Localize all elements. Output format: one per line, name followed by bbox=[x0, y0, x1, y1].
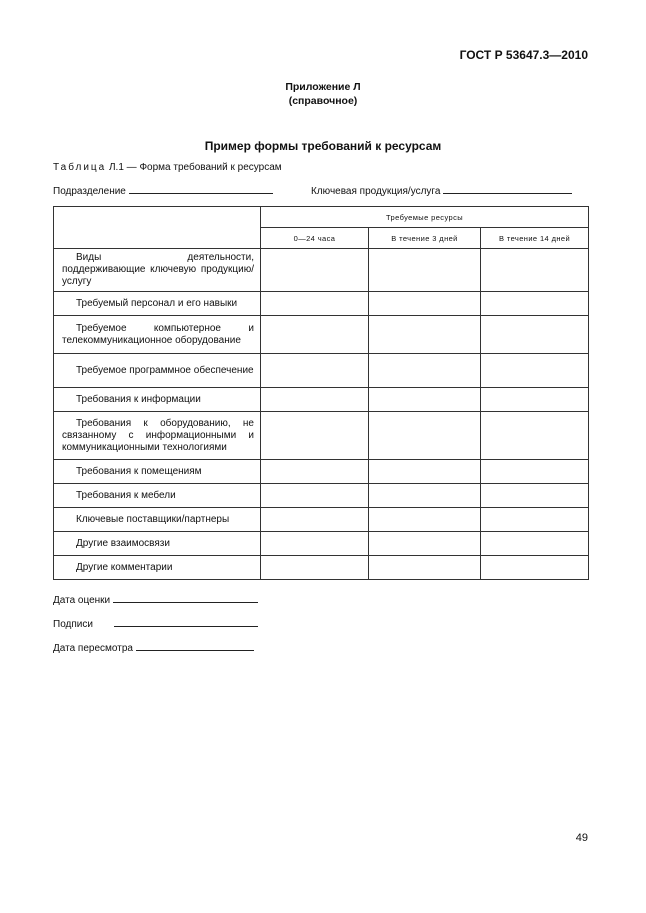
annex-subtitle: (справочное) bbox=[288, 95, 358, 107]
cell[interactable] bbox=[481, 388, 589, 412]
annex-heading bbox=[0, 80, 646, 108]
table-row bbox=[54, 484, 589, 508]
cell[interactable] bbox=[369, 388, 481, 412]
column-header-3-days: В течение 3 дней bbox=[369, 228, 481, 249]
cell[interactable] bbox=[481, 316, 589, 354]
row-label: Требуемый персонал и его навыки bbox=[54, 292, 261, 316]
table-row bbox=[54, 460, 589, 484]
table-row bbox=[54, 556, 589, 580]
product-input-line[interactable] bbox=[443, 183, 572, 194]
review-date-line[interactable] bbox=[136, 640, 254, 651]
assessment-date-line[interactable] bbox=[113, 592, 258, 603]
cell[interactable] bbox=[481, 412, 589, 460]
cell[interactable] bbox=[261, 412, 369, 460]
annex-title: Приложение Л bbox=[285, 81, 361, 93]
cell[interactable] bbox=[261, 508, 369, 532]
cell[interactable] bbox=[369, 316, 481, 354]
cell[interactable] bbox=[261, 484, 369, 508]
required-resources-header: Требуемые ресурсы bbox=[261, 207, 589, 228]
row-label: Требования к оборудованию, не связанному с информационными и коммуникационными технологиями bbox=[54, 412, 261, 460]
table-row bbox=[54, 532, 589, 556]
table-row bbox=[54, 316, 589, 354]
signatures-label: Подписи bbox=[53, 619, 93, 630]
division-label: Подразделение bbox=[53, 186, 126, 197]
header-empty-cell bbox=[54, 207, 261, 249]
cell[interactable] bbox=[481, 532, 589, 556]
table-row bbox=[54, 388, 589, 412]
product-label: Ключевая продукция/услуга bbox=[311, 186, 441, 197]
row-label: Требования к помещениям bbox=[54, 460, 261, 484]
cell[interactable] bbox=[261, 292, 369, 316]
row-label: Виды деятельности, поддерживающие ключевую продукцию/ услугу bbox=[54, 249, 261, 292]
table-row bbox=[54, 412, 589, 460]
cell[interactable] bbox=[261, 316, 369, 354]
cell[interactable] bbox=[481, 556, 589, 580]
resource-requirements-table bbox=[53, 206, 589, 580]
cell[interactable] bbox=[369, 532, 481, 556]
cell[interactable] bbox=[481, 484, 589, 508]
cell[interactable] bbox=[369, 460, 481, 484]
page-number: 49 bbox=[575, 832, 588, 844]
product-field bbox=[311, 183, 572, 197]
cell[interactable] bbox=[261, 388, 369, 412]
cell[interactable] bbox=[481, 292, 589, 316]
table-caption-prefix: Таблица bbox=[53, 162, 107, 173]
cell[interactable] bbox=[369, 354, 481, 388]
row-label: Требуемое компьютерное и телекоммуникационное оборудование bbox=[54, 316, 261, 354]
row-label: Требования к информации bbox=[54, 388, 261, 412]
cell[interactable] bbox=[369, 249, 481, 292]
form-title: Пример формы требований к ресурсам bbox=[204, 139, 442, 153]
cell[interactable] bbox=[261, 249, 369, 292]
table-header-row bbox=[54, 207, 589, 228]
division-input-line[interactable] bbox=[129, 183, 273, 194]
table-row bbox=[54, 508, 589, 532]
review-date-label: Дата пересмотра bbox=[53, 643, 133, 654]
cell[interactable] bbox=[481, 249, 589, 292]
cell[interactable] bbox=[481, 354, 589, 388]
table-caption-text: Л.1 — Форма требований к ресурсам bbox=[106, 162, 282, 173]
division-field bbox=[53, 183, 273, 197]
cell[interactable] bbox=[369, 292, 481, 316]
column-header-14-days: В течение 14 дней bbox=[481, 228, 589, 249]
signatures-line[interactable] bbox=[114, 616, 258, 627]
review-date-field bbox=[53, 640, 254, 654]
cell[interactable] bbox=[261, 556, 369, 580]
cell[interactable] bbox=[261, 354, 369, 388]
cell[interactable] bbox=[261, 460, 369, 484]
cell[interactable] bbox=[369, 508, 481, 532]
table-row bbox=[54, 292, 589, 316]
cell[interactable] bbox=[369, 556, 481, 580]
cell[interactable] bbox=[369, 484, 481, 508]
column-header-0-24h: 0—24 часа bbox=[261, 228, 369, 249]
row-label: Другие комментарии bbox=[54, 556, 261, 580]
assessment-date-label: Дата оценки bbox=[53, 595, 111, 606]
assessment-date-field bbox=[53, 592, 258, 606]
table-row bbox=[54, 249, 589, 292]
row-label: Другие взаимосвязи bbox=[54, 532, 261, 556]
row-label: Ключевые поставщики/партнеры bbox=[54, 508, 261, 532]
table-row bbox=[54, 354, 589, 388]
row-label: Требуемое программное обеспечение bbox=[54, 354, 261, 388]
row-label: Требования к мебели bbox=[54, 484, 261, 508]
cell[interactable] bbox=[481, 460, 589, 484]
signatures-field bbox=[53, 616, 258, 630]
standard-number: ГОСТ Р 53647.3—2010 bbox=[459, 48, 588, 62]
cell[interactable] bbox=[369, 412, 481, 460]
table-caption bbox=[53, 162, 282, 173]
cell[interactable] bbox=[481, 508, 589, 532]
cell[interactable] bbox=[261, 532, 369, 556]
